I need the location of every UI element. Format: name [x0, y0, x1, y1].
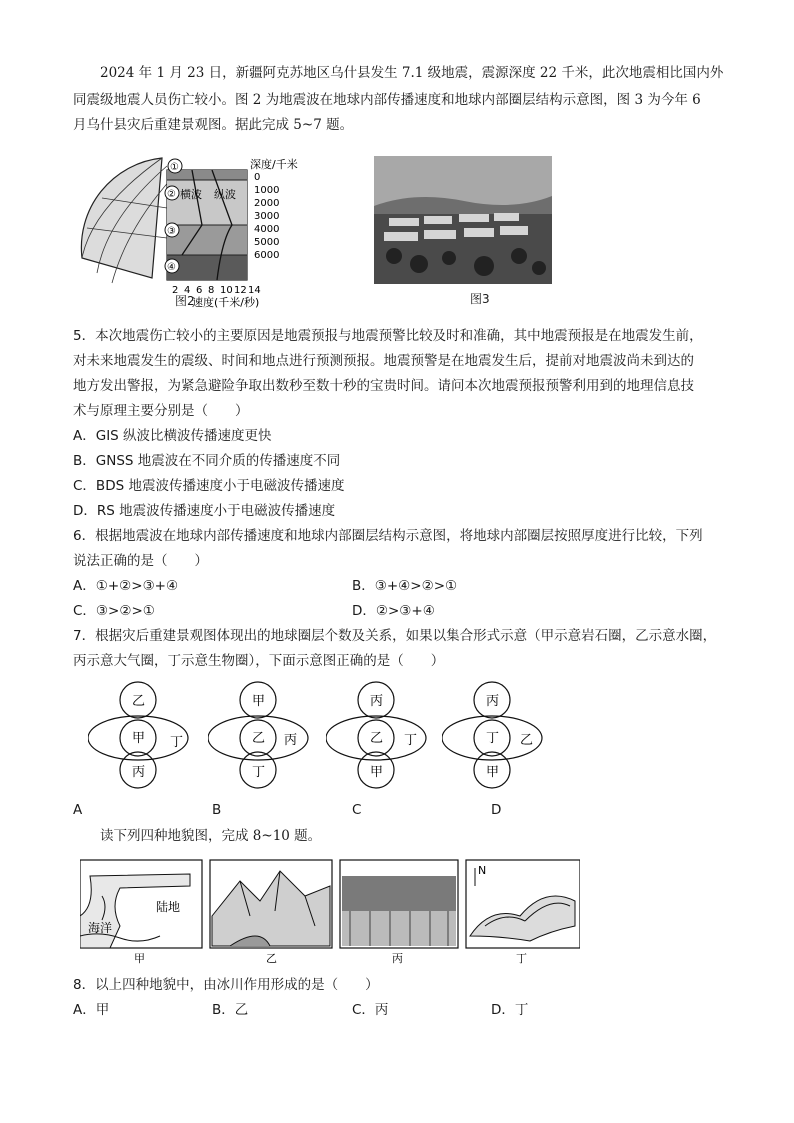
intro-line-1: 2024 年 1 月 23 日，新疆阿克苏地区乌什县发生 7.1 级地震，震源深度 22 千米，此次地震相比国内外: [100, 65, 724, 81]
depth-tick-5000: 5000: [254, 237, 280, 248]
speed-tick-6: 6: [196, 285, 203, 296]
set-diagram-b: [208, 678, 326, 790]
landform-intro: 读下列四种地貌图，完成 8~10 题。: [100, 828, 322, 844]
diagram-letter-a: A: [73, 802, 83, 818]
diagram-b-bottom: 丁: [252, 765, 266, 780]
landform-label-yi: 乙: [266, 952, 277, 965]
figure-2-caption: 图2: [175, 294, 195, 308]
speed-axis-label: 速度(千米/秒): [192, 296, 260, 309]
q6-line-2: 说法正确的是（ ）: [73, 553, 208, 569]
diagram-letter-d: D: [491, 802, 502, 818]
figure-3-reconstruction-photo: [374, 156, 552, 284]
q8-option-b: B．乙: [212, 1002, 249, 1018]
figure-2-earth-interior: [72, 148, 362, 310]
q5-option-d: D．RS 地震波传播速度小于电磁波传播速度: [73, 503, 336, 519]
depth-tick-4000: 4000: [254, 224, 280, 235]
diagram-d-right: 乙: [520, 733, 534, 748]
depth-tick-0: 0: [254, 172, 261, 183]
q5-option-b: B．GNSS 地震波在不同介质的传播速度不同: [73, 453, 341, 469]
depth-tick-1000: 1000: [254, 185, 280, 196]
landform-panels: [80, 856, 580, 968]
diagram-a-top: 乙: [132, 694, 146, 709]
landform-label-jia: 甲: [134, 952, 145, 965]
diagram-c-top: 丙: [370, 694, 384, 709]
diagram-letter-b: B: [212, 802, 222, 818]
diagram-c-bottom: 甲: [370, 765, 384, 780]
speed-tick-12: 12: [234, 285, 247, 296]
marker-1: ①: [170, 162, 179, 173]
speed-tick-2: 2: [172, 285, 179, 296]
q5-option-c: C．BDS 地震波传播速度小于电磁波传播速度: [73, 478, 345, 494]
diagram-c-right: 丁: [404, 733, 418, 748]
diagram-d-bottom: 甲: [486, 765, 500, 780]
ocean-label: 海洋: [88, 921, 113, 935]
q7-line-1: 7．根据灾后重建景观图体现出的地球圈层个数及关系，如果以集合形式示意（甲示意岩石圈，乙示意水圈，: [73, 628, 717, 644]
set-diagram-a: [88, 678, 206, 790]
q8-option-c: C．丙: [352, 1002, 389, 1018]
diagram-b-top: 甲: [252, 694, 266, 709]
landform-label-ding: 丁: [516, 952, 527, 965]
diagram-d-center: 丁: [486, 731, 500, 746]
set-diagram-d: [442, 678, 560, 790]
intro-line-3: 月乌什县灾后重建景观图。据此完成 5~7 题。: [73, 117, 354, 133]
speed-tick-14: 14: [248, 285, 261, 296]
q8-option-d: D．丁: [491, 1002, 529, 1018]
depth-axis-label: 深度/千米: [250, 158, 298, 171]
q6-line-1: 6．根据地震波在地球内部传播速度和地球内部圈层结构示意图，将地球内部圈层按照厚度进行比较，下列: [73, 528, 703, 544]
q8-option-a: A．甲: [73, 1002, 110, 1018]
q5-line-2: 对未来地震发生的震级、时间和地点进行预测预报。地震预警是在地震发生后，提前对地震波尚未到达的: [73, 353, 694, 369]
diagram-b-center: 乙: [252, 731, 266, 746]
diagram-letter-c: C: [352, 802, 362, 818]
diagram-d-top: 丙: [486, 694, 500, 709]
figure-3-caption: 图3: [470, 292, 490, 306]
land-label: 陆地: [156, 900, 181, 914]
intro-line-2: 同震级地震人员伤亡较小。图 2 为地震波在地球内部传播速度和地球内部圈层结构示意图，图 3 为今年 6: [73, 92, 701, 108]
depth-tick-2000: 2000: [254, 198, 280, 209]
speed-tick-10: 10: [220, 285, 233, 296]
q6-option-d: D．②>③+④: [352, 603, 435, 619]
diagram-a-center: 甲: [132, 731, 146, 746]
q6-option-b: B．③+④>②>①: [352, 578, 458, 594]
speed-tick-4: 4: [184, 285, 191, 296]
marker-2: ②: [167, 189, 176, 200]
speed-tick-8: 8: [208, 285, 215, 296]
q7-line-2: 丙示意大气圈，丁示意生物圈），下面示意图正确的是（ ）: [73, 653, 445, 669]
diagram-b-right: 丙: [284, 733, 298, 748]
marker-3: ③: [167, 226, 176, 237]
q5-line-3: 地方发出警报，为紧急避险争取出数秒至数十秒的宝贵时间。请问本次地震预报预警利用到的地理信息技: [73, 378, 694, 394]
diagram-a-bottom: 丙: [132, 765, 146, 780]
q6-option-c: C．③>②>①: [73, 603, 155, 619]
q5-line-4: 术与原理主要分别是（ ）: [73, 403, 249, 419]
marker-4: ④: [167, 262, 176, 273]
landform-label-bing: 丙: [392, 952, 403, 965]
depth-tick-6000: 6000: [254, 250, 280, 261]
longitudinal-wave-label: 纵波: [214, 188, 236, 201]
set-diagram-c: [326, 678, 444, 790]
north-label: N: [478, 864, 487, 877]
diagram-c-center: 乙: [370, 731, 384, 746]
depth-tick-3000: 3000: [254, 211, 280, 222]
q5-line-1: 5．本次地震伤亡较小的主要原因是地震预报与地震预警比较及时和准确，其中地震预报是在地震发生前，: [73, 328, 703, 344]
q5-option-a: A．GIS 纵波比横波传播速度更快: [73, 428, 272, 444]
q8-stem: 8．以上四种地貌中，由冰川作用形成的是（ ）: [73, 977, 379, 993]
transverse-wave-label: 横波: [180, 188, 202, 201]
diagram-a-right: 丁: [170, 735, 184, 750]
q6-option-a: A．①+②>③+④: [73, 578, 179, 594]
